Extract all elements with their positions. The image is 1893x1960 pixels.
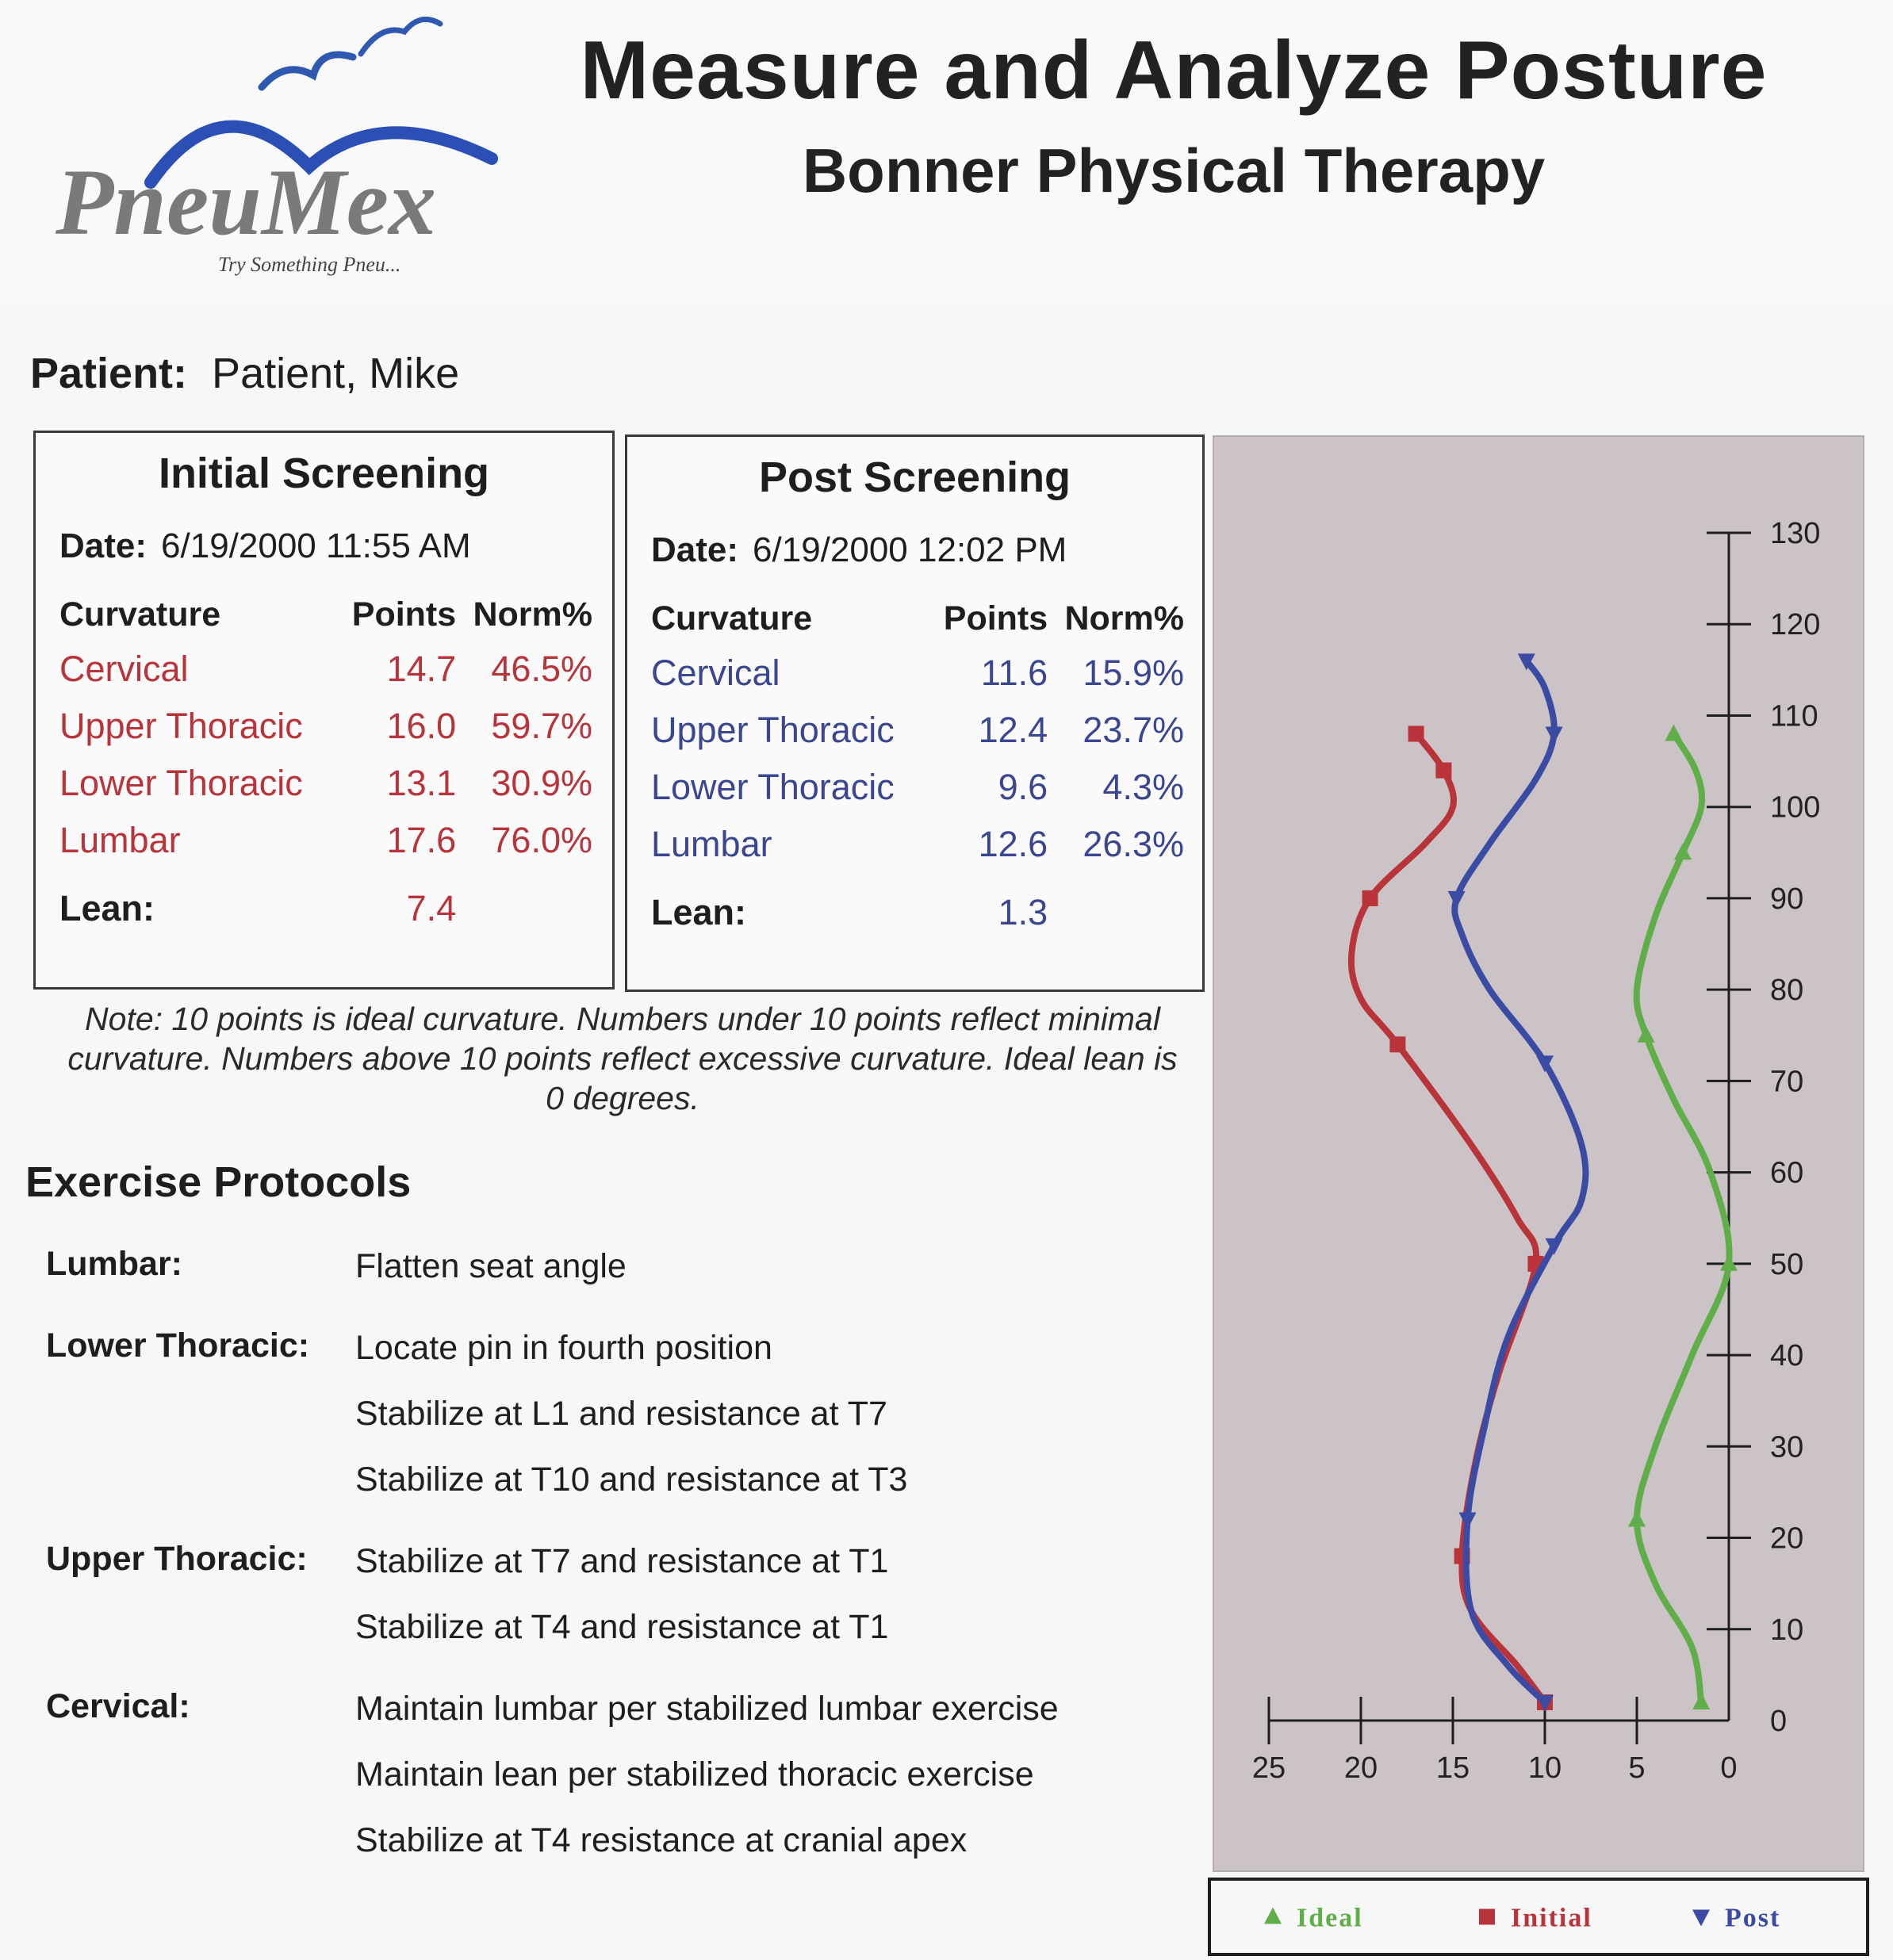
x-tick-label: 15 [1435, 1751, 1470, 1785]
legend-label-post: Post [1725, 1903, 1781, 1933]
exercise-item: Maintain lean per stabilized thoracic exercise [355, 1755, 1034, 1793]
table-row [651, 653, 1184, 710]
legend-marker-initial [1479, 1909, 1495, 1925]
table-row [59, 706, 592, 763]
column-header-curvature: Curvature [651, 599, 813, 637]
norm-value: 46.5% [491, 649, 592, 689]
column-header-curvature: Curvature [59, 595, 221, 634]
y-tick-label: 10 [1770, 1613, 1804, 1647]
data-point-initial [1408, 726, 1424, 742]
patient-label: Patient: [30, 350, 188, 397]
table-row [651, 767, 1184, 824]
points-value: 17.6 [386, 820, 457, 860]
curvature-name: Lower Thoracic [59, 763, 303, 803]
column-header-norm: Norm% [1064, 599, 1184, 637]
date-label: Date: [59, 526, 148, 565]
lean-label: Lean: [651, 892, 747, 932]
table-row [651, 824, 1184, 881]
post-screening-panel [625, 434, 1205, 992]
svg-text:Try Something Pneu...: Try Something Pneu... [218, 253, 401, 276]
lean-row [59, 877, 592, 945]
curvature-name: Upper Thoracic [651, 710, 895, 750]
curvature-name: Upper Thoracic [59, 706, 303, 746]
y-tick-label: 110 [1770, 699, 1818, 733]
post-screening-date [651, 530, 1067, 570]
table-row [59, 763, 592, 820]
x-tick-label: 25 [1251, 1751, 1286, 1785]
y-tick-label: 20 [1770, 1522, 1804, 1556]
column-header-points: Points [943, 599, 1048, 637]
lean-value: 7.4 [406, 888, 457, 928]
date-label: Date: [651, 530, 739, 569]
norm-value: 59.7% [491, 706, 592, 746]
data-point-initial [1435, 763, 1451, 779]
curvature-name: Lumbar [59, 820, 181, 860]
y-tick-label: 100 [1770, 791, 1821, 825]
exercise-label-cervical: Cervical: [46, 1687, 190, 1725]
points-value: 9.6 [998, 767, 1048, 807]
patient-row [30, 349, 459, 398]
x-tick-label: 20 [1343, 1751, 1378, 1785]
posture-chart [1205, 428, 1872, 1960]
curvature-name: Cervical [59, 649, 189, 689]
curvature-name: Lower Thoracic [651, 767, 895, 807]
points-value: 12.6 [978, 824, 1048, 864]
x-tick-label: 0 [1720, 1751, 1738, 1785]
lean-label: Lean: [59, 888, 155, 928]
norm-value: 4.3% [1102, 767, 1184, 807]
y-tick-label: 130 [1770, 517, 1821, 550]
exercise-item: Flatten seat angle [355, 1247, 627, 1285]
header [0, 0, 1893, 301]
points-value: 11.6 [980, 653, 1048, 693]
post-screening-table [651, 599, 1184, 949]
page-title: Measure and Analyze Posture [580, 25, 1768, 117]
points-value: 13.1 [386, 763, 457, 803]
curvature-name: Cervical [651, 653, 780, 693]
norm-value: 26.3% [1083, 824, 1184, 864]
table-row [651, 710, 1184, 767]
data-point-initial [1389, 1036, 1405, 1052]
exercise-protocols-heading: Exercise Protocols [25, 1158, 412, 1206]
initial-screening-table [59, 595, 592, 945]
curvature-note: Note: 10 points is ideal curvature. Numbers under 10 points reflect minimal curvature. Numbers above 10 points reflect excessive curvature. Ideal lean is 0 degrees. [67, 1001, 1178, 1116]
y-tick-label: 60 [1770, 1156, 1804, 1190]
chart-plot-area [1213, 436, 1864, 1871]
column-header-norm: Norm% [473, 595, 592, 634]
y-tick-label: 30 [1770, 1430, 1804, 1464]
post-screening-title: Post Screening [758, 454, 1071, 501]
patient-name: Patient, Mike [212, 350, 460, 397]
legend-label-ideal: Ideal [1297, 1903, 1363, 1933]
curvature-name: Lumbar [651, 824, 772, 864]
points-value: 12.4 [978, 710, 1048, 750]
exercise-item: Stabilize at T7 and resistance at T1 [355, 1542, 889, 1580]
exercise-label-lumbar: Lumbar: [46, 1245, 182, 1283]
y-tick-label: 0 [1770, 1705, 1788, 1738]
svg-text:PneuMex: PneuMex [56, 149, 436, 255]
column-header-points: Points [351, 595, 457, 634]
y-tick-label: 50 [1770, 1247, 1804, 1281]
date-value: 6/19/2000 11:55 AM [161, 526, 471, 565]
norm-value: 76.0% [491, 820, 592, 860]
exercise-item: Stabilize at T4 and resistance at T1 [355, 1608, 889, 1646]
y-tick-label: 80 [1770, 974, 1804, 1008]
exercise-item: Stabilize at T4 resistance at cranial apex [355, 1821, 968, 1859]
table-row [59, 820, 592, 877]
lean-value: 1.3 [998, 892, 1048, 932]
pneumex-logo [48, 16, 523, 285]
x-tick-label: 10 [1527, 1751, 1562, 1785]
initial-screening-title: Initial Screening [158, 450, 490, 497]
y-tick-label: 90 [1770, 882, 1804, 916]
exercise-item: Stabilize at L1 and resistance at T7 [355, 1395, 887, 1433]
initial-screening-date [59, 526, 471, 566]
points-value: 14.7 [386, 649, 457, 689]
exercise-label-upper-thoracic: Upper Thoracic: [46, 1540, 308, 1578]
norm-value: 30.9% [491, 763, 592, 803]
norm-value: 15.9% [1083, 653, 1184, 693]
legend-label-initial: Initial [1511, 1903, 1592, 1933]
exercise-item: Locate pin in fourth position [355, 1329, 772, 1367]
y-tick-label: 70 [1770, 1065, 1804, 1099]
exercise-item: Maintain lumbar per stabilized lumbar exercise [355, 1690, 1059, 1728]
y-tick-label: 40 [1770, 1339, 1804, 1373]
y-tick-label: 120 [1770, 608, 1821, 642]
x-tick-label: 5 [1628, 1751, 1646, 1785]
lean-row [651, 881, 1184, 949]
exercise-item: Stabilize at T10 and resistance at T3 [355, 1460, 908, 1499]
table-row [59, 649, 592, 706]
points-value: 16.0 [386, 706, 457, 746]
norm-value: 23.7% [1083, 710, 1184, 750]
initial-screening-panel [33, 431, 615, 990]
exercise-label-lower-thoracic: Lower Thoracic: [46, 1326, 310, 1365]
page-subtitle: Bonner Physical Therapy [802, 136, 1546, 205]
data-point-initial [1362, 890, 1378, 906]
date-value: 6/19/2000 12:02 PM [753, 530, 1067, 569]
